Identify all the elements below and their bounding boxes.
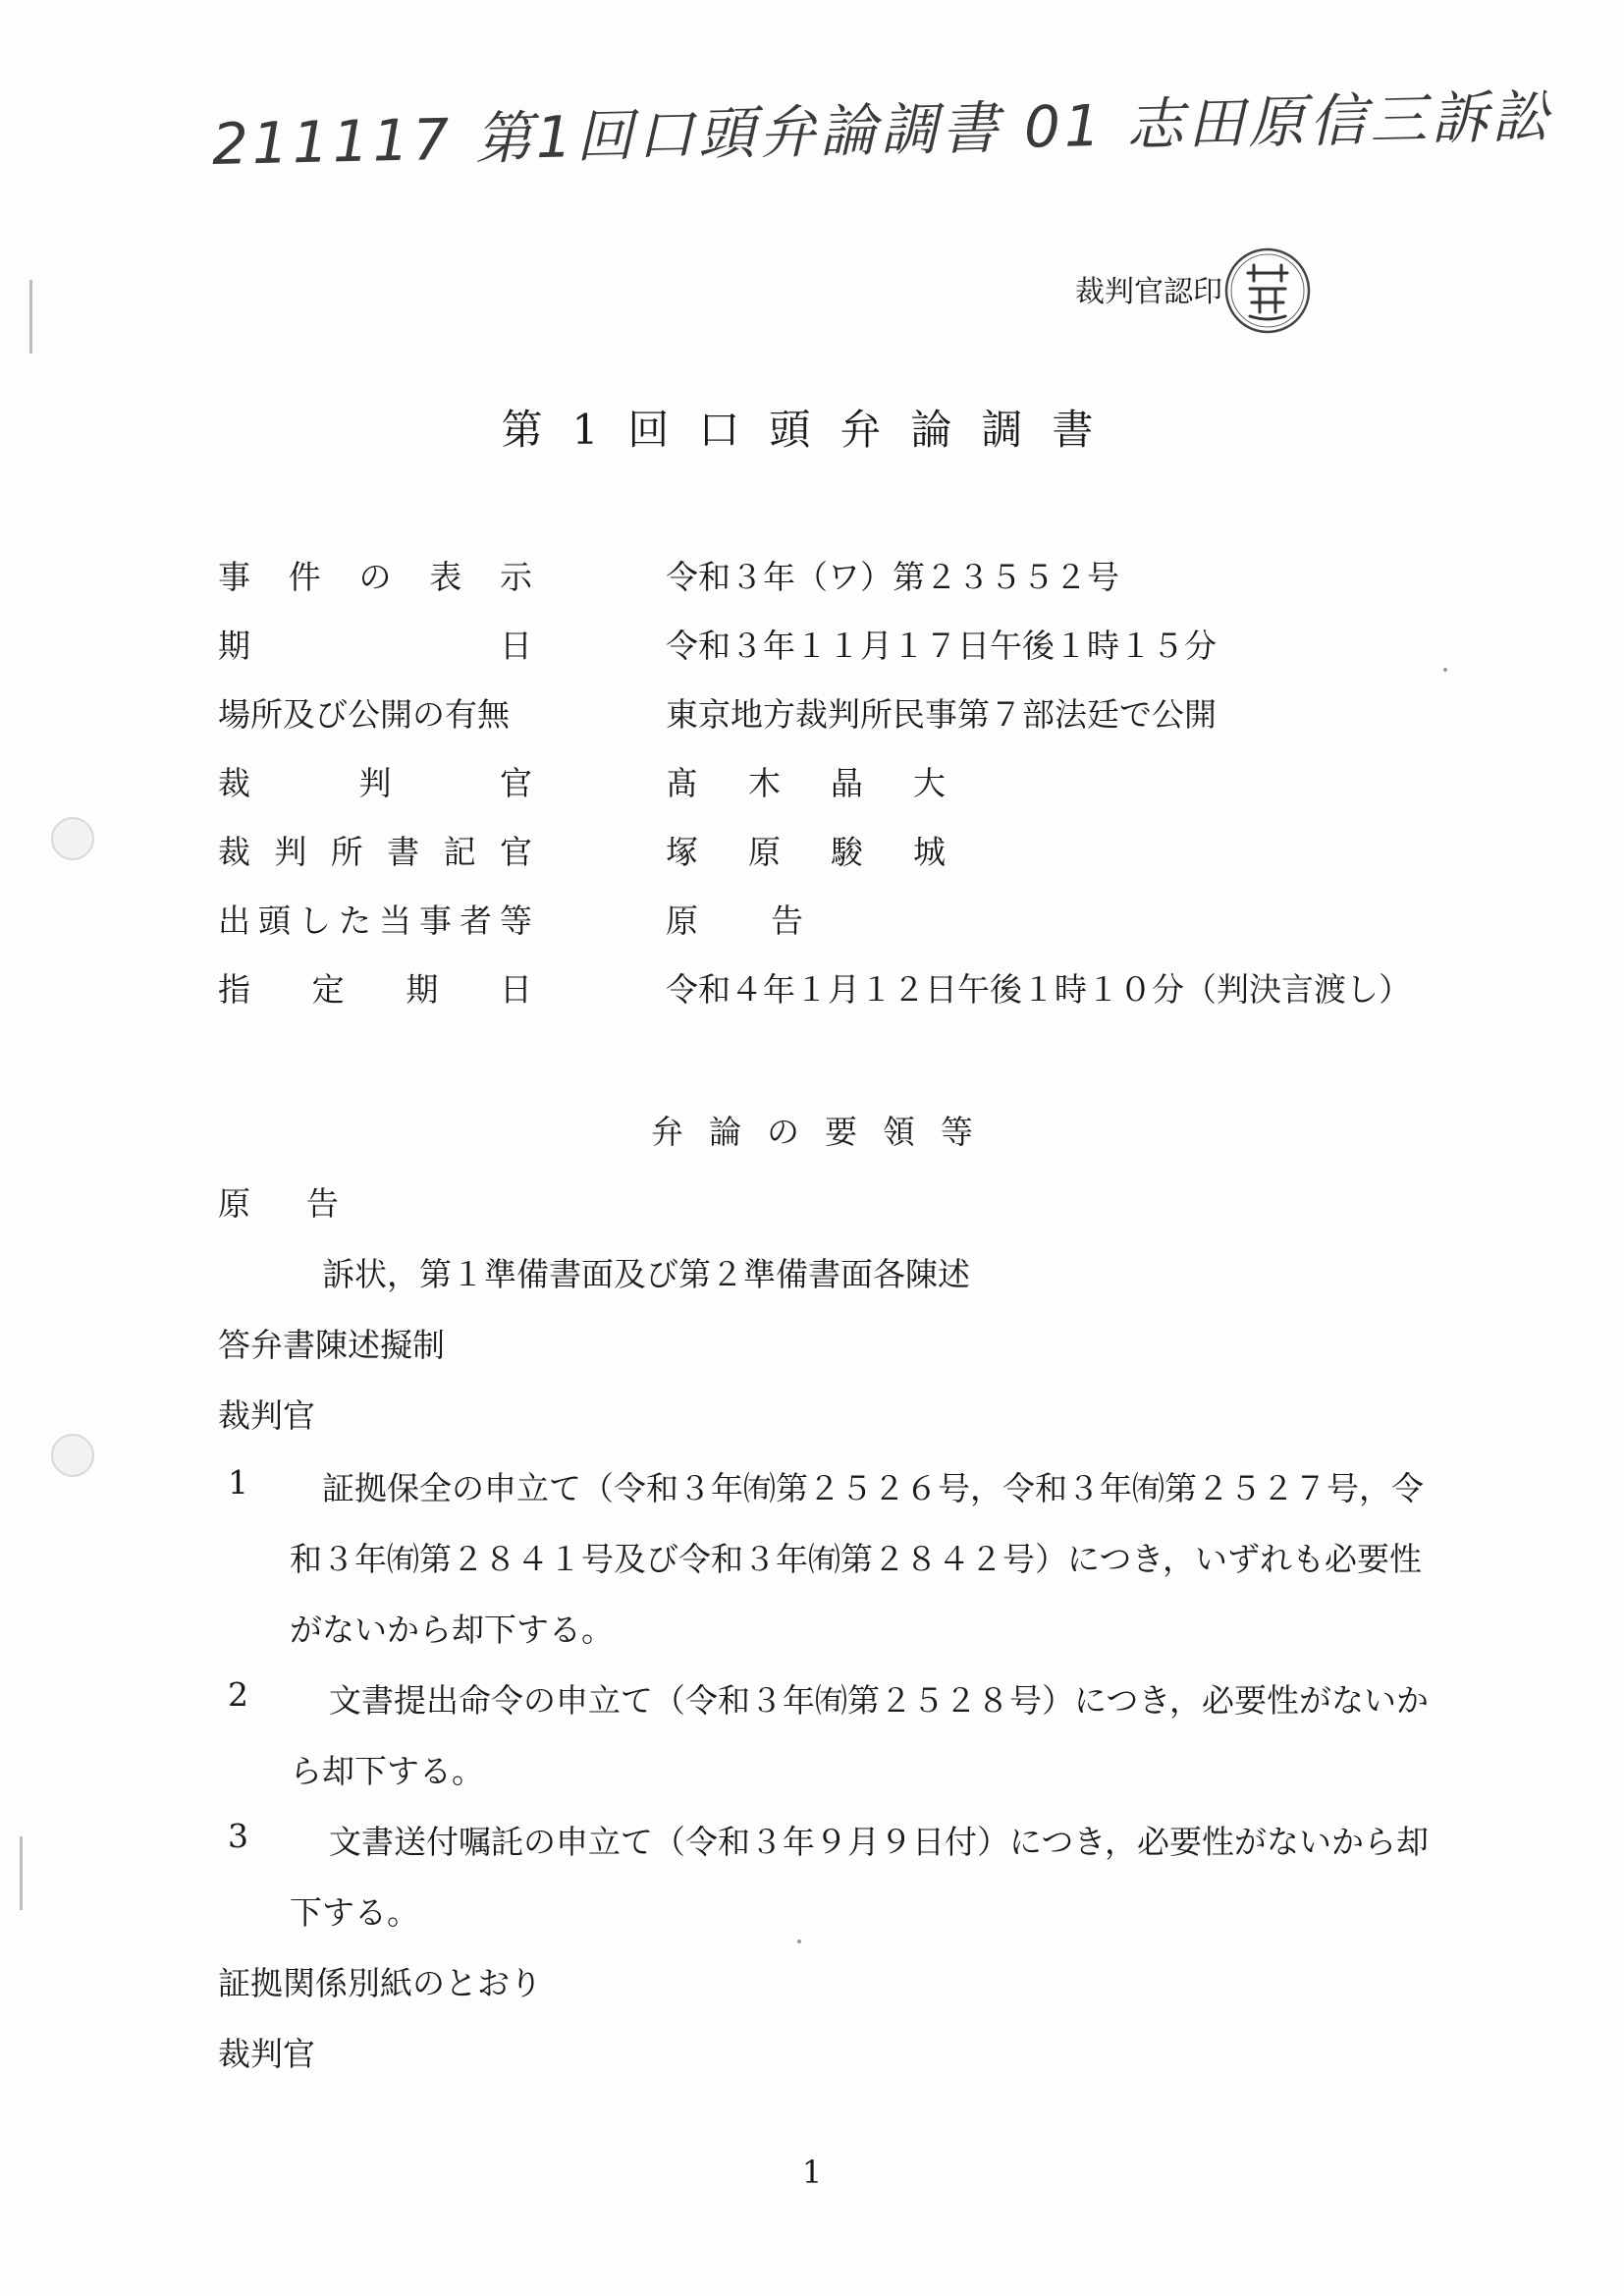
handwritten-note: 211117 第1回口頭弁論調書 01 志田原信三訴訟 xyxy=(211,82,1553,178)
header-row-judge xyxy=(218,758,1543,805)
document-title: 第1回口頭弁論調書 xyxy=(501,406,1123,454)
appearing-party: 原 告 xyxy=(666,902,803,940)
ruling-2-line-2: ら却下する。 xyxy=(290,1752,484,1790)
label-appearance: 出 頭 し た 当 事 者 等 xyxy=(218,902,532,940)
scan-edge-mark xyxy=(20,1836,23,1910)
label-case-number: 事 件 の 表 示 xyxy=(218,558,532,596)
ruling-1-line-1: 証拠保全の申立て（令和３年㈲第２５２６号，令和３年㈲第２５２７号，令 xyxy=(322,1469,1424,1507)
ruling-number: 2 xyxy=(228,1675,248,1714)
header-row-next-date xyxy=(218,964,1543,1011)
judge-label: 裁判官 xyxy=(218,1396,315,1435)
punch-hole xyxy=(51,817,94,860)
label-date: 期 日 xyxy=(218,627,532,665)
clerk-name: 塚 原 駿 城 xyxy=(666,833,946,871)
plaintiff-statement: 訴状，第１準備書面及び第２準備書面各陳述 xyxy=(322,1255,970,1293)
label-clerk: 裁 判 所 書 記 官 xyxy=(218,833,532,871)
punch-hole xyxy=(51,1434,94,1477)
judge-seal-icon xyxy=(1220,244,1315,338)
hearing-place: 東京地方裁判所民事第７部法廷で公開 xyxy=(666,695,1217,734)
next-hearing-datetime: 令和４年１月１２日午後１時１０分（判決言渡し） xyxy=(666,970,1411,1009)
case-number: 令和３年（ワ）第２３５５２号 xyxy=(666,558,1119,596)
ruling-1-line-2: 和３年㈲第２８４１号及び令和３年㈲第２８４２号）につき，いずれも必要性 xyxy=(290,1540,1423,1578)
approval-label: 裁判官認印 xyxy=(1075,275,1222,309)
label-next-date: 指 定 期 日 xyxy=(218,970,532,1009)
ruling-3-line-2: 下する。 xyxy=(290,1893,419,1932)
ruling-number: 1 xyxy=(228,1463,248,1502)
label-place: 場所及び公開の有無 xyxy=(218,695,510,734)
deemed-statement: 答弁書陳述擬制 xyxy=(218,1326,445,1364)
plaintiff-label: 原 告 xyxy=(218,1184,351,1223)
header-row-place xyxy=(218,689,1543,737)
judge-name: 髙 木 晶 大 xyxy=(666,764,946,802)
ruling-number: 3 xyxy=(228,1817,248,1855)
scan-speck xyxy=(797,1940,801,1943)
header-row-case xyxy=(218,552,1543,599)
header-row-date xyxy=(218,621,1543,668)
scan-edge-mark xyxy=(29,280,32,354)
scan-speck xyxy=(1443,668,1447,672)
page-number: 1 xyxy=(801,2154,823,2191)
judge-label-2: 裁判官 xyxy=(218,2035,315,2073)
evidence-note: 証拠関係別紙のとおり xyxy=(218,1964,542,2002)
ruling-3-line-1: 文書送付嘱託の申立て（令和３年９月９日付）につき，必要性がないから却 xyxy=(329,1823,1430,1861)
section-title: 弁論の要領等 xyxy=(651,1113,999,1151)
label-judge: 裁 判 官 xyxy=(218,764,532,802)
ruling-1-line-3: がないから却下する。 xyxy=(290,1611,614,1649)
header-row-clerk xyxy=(218,827,1543,874)
ruling-2-line-1: 文書提出命令の申立て（令和３年㈲第２５２８号）につき，必要性がないか xyxy=(329,1681,1430,1720)
hearing-datetime: 令和３年１１月１７日午後１時１５分 xyxy=(666,627,1217,665)
header-row-appearance xyxy=(218,896,1543,943)
